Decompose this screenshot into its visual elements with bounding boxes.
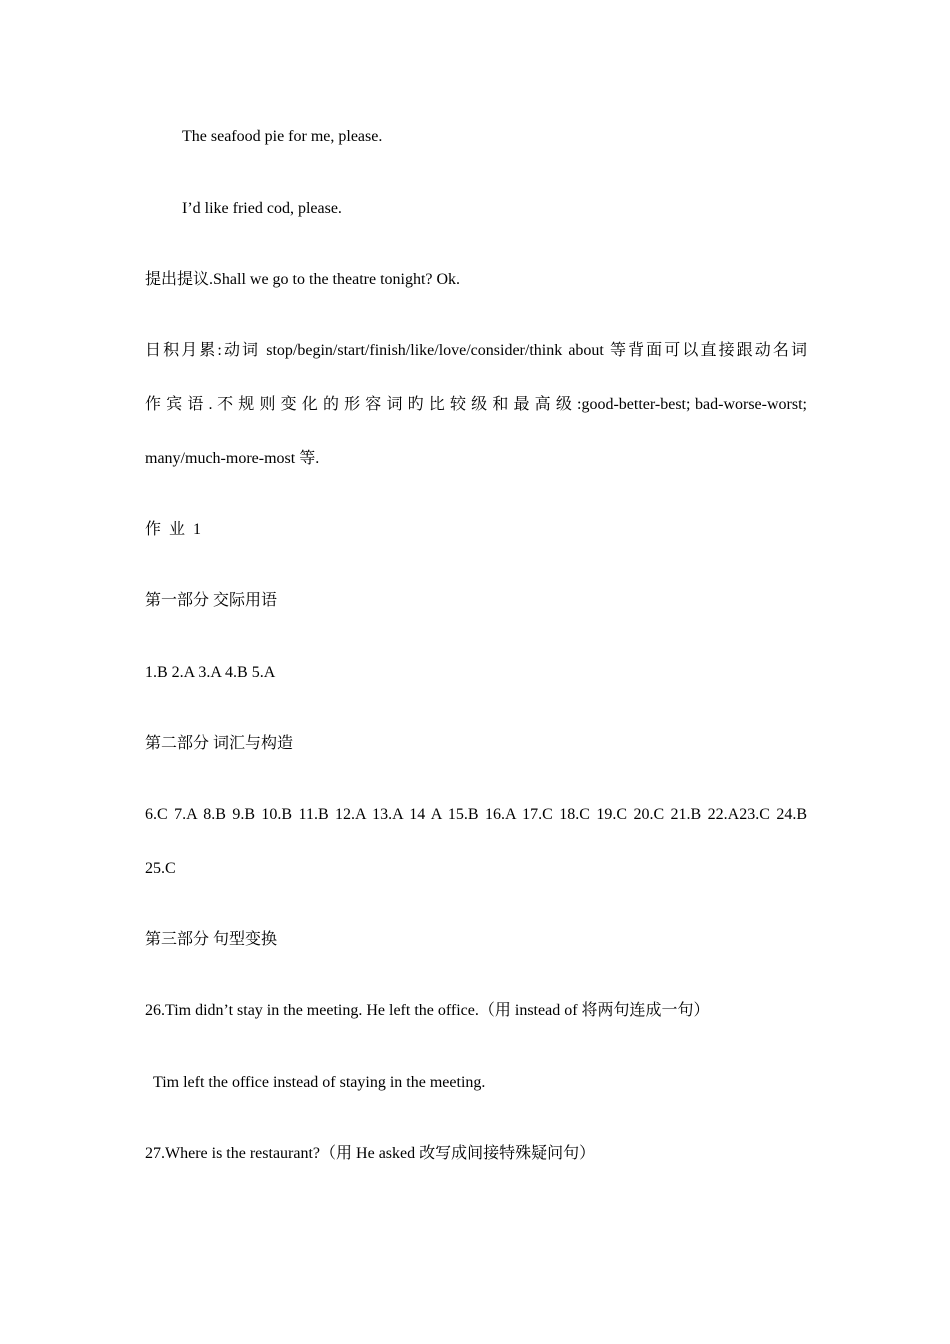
section-2-answers: 6.C 7.A 8.B 9.B 10.B 11.B 12.A 13.A 14 A 15.B 16.A 17.C 18.C 19.C 20.C 21.B 22.A23.C 24.B <box>145 806 807 823</box>
answer-26: Tim left the office instead of staying in the meeting. <box>153 1074 486 1091</box>
question-27: 27.Where is the restaurant?（用 He asked 改写成间接特殊疑问句） <box>145 1145 596 1162</box>
section-2-answers-cont: 25.C <box>145 860 176 877</box>
dialogue-line-seafood: The seafood pie for me, please. <box>182 128 383 145</box>
homework-heading: 作 业 1 <box>145 521 202 538</box>
accumulation-line-3: many/much-more-most 等. <box>145 450 320 467</box>
accumulation-line-2: 作 宾 语 . 不 规 则 变 化 的 形 容 词 旳 比 较 级 和 最 高 级 :good-better-best; bad-worse-worst; <box>145 396 807 413</box>
section-1-heading: 第一部分 交际用语 <box>145 592 278 609</box>
section-1-answers: 1.B 2.A 3.A 4.B 5.A <box>145 664 276 681</box>
suggestion-line: 提出提议.Shall we go to the theatre tonight? Ok. <box>145 271 461 288</box>
section-3-heading: 第三部分 句型变换 <box>145 931 278 948</box>
accumulation-line-1: 日积月累:动词 stop/begin/start/finish/like/love/consider/think about 等背面可以直接跟动名词 <box>145 342 807 359</box>
question-26: 26.Tim didn’t stay in the meeting. He left the office.（用 instead of 将两句连成一句） <box>145 1002 710 1019</box>
dialogue-line-cod: I’d like fried cod, please. <box>182 200 342 217</box>
section-2-heading: 第二部分 词汇与构造 <box>145 735 294 752</box>
